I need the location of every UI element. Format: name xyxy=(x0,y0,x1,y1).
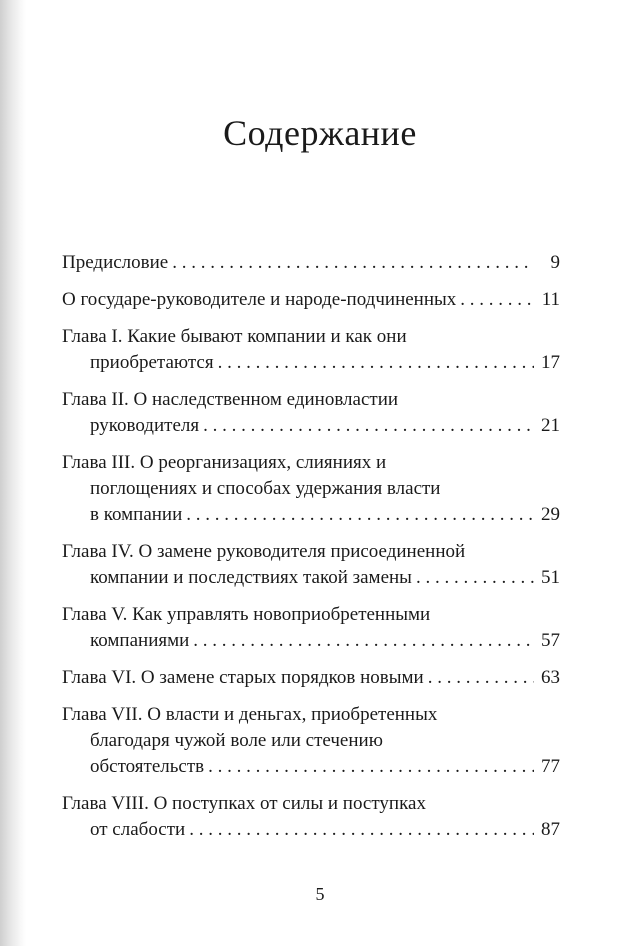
dot-leader xyxy=(428,665,534,691)
toc-page-number: 63 xyxy=(541,667,560,688)
toc-entry[interactable] xyxy=(62,250,560,276)
toc-entry-title: Глава VIII. О поступках от силы и поступках xyxy=(62,793,426,814)
toc-entry[interactable] xyxy=(62,791,560,843)
toc-entry-title-cont: поглощениях и способах удержания власти xyxy=(90,478,441,499)
table-of-contents xyxy=(62,250,560,854)
dot-leader xyxy=(186,502,534,528)
toc-page-number: 77 xyxy=(541,756,560,777)
toc-page-number: 9 xyxy=(550,252,560,273)
toc-entry-title-cont: в компании xyxy=(90,504,183,525)
toc-entry-title-cont: руководителя xyxy=(90,415,200,436)
toc-entry[interactable] xyxy=(62,602,560,654)
toc-entry[interactable] xyxy=(62,387,560,439)
toc-entry-title: Глава IV. О замене руководителя присоединенной xyxy=(62,541,466,562)
toc-entry-title-cont: благодаря чужой воле или стечению xyxy=(90,730,383,751)
dot-leader xyxy=(208,754,534,780)
toc-page-number: 29 xyxy=(541,504,560,525)
toc-entry[interactable] xyxy=(62,665,560,691)
toc-entry[interactable] xyxy=(62,324,560,376)
toc-entry[interactable] xyxy=(62,539,560,591)
page-title: Содержание xyxy=(223,113,417,153)
toc-entry-title: Предисловие xyxy=(62,252,169,273)
toc-entry-title: Глава III. О реорганизациях, слияниях и xyxy=(62,452,387,473)
dot-leader xyxy=(193,628,534,654)
dot-leader xyxy=(416,565,534,591)
toc-entry[interactable] xyxy=(62,702,560,780)
toc-entry[interactable] xyxy=(62,287,560,313)
toc-entry-title-cont: компании и последствиях такой замены xyxy=(90,567,412,588)
toc-page-number: 51 xyxy=(541,567,560,588)
toc-entry-title: Глава VI. О замене старых порядков новыми xyxy=(62,667,424,688)
toc-entry-title: Глава V. Как управлять новоприобретенными xyxy=(62,604,431,625)
dot-leader xyxy=(218,350,534,376)
toc-entry-title: Глава II. О наследственном единовластии xyxy=(62,389,399,410)
toc-entry-title-cont: приобретаются xyxy=(90,352,214,373)
dot-leader xyxy=(460,287,534,313)
dot-leader xyxy=(203,413,534,439)
toc-page-number: 57 xyxy=(541,630,560,651)
page-number: 5 xyxy=(315,884,325,904)
dot-leader xyxy=(172,250,534,276)
dot-leader xyxy=(189,817,534,843)
toc-entry-title-cont: обстоятельств xyxy=(90,756,205,777)
toc-entry-title: О государе-руководителе и народе-подчиненных xyxy=(62,289,457,310)
toc-page-number: 87 xyxy=(541,819,560,840)
toc-entry-title-cont: компаниями xyxy=(90,630,190,651)
toc-entry-title-cont: от слабости xyxy=(90,819,186,840)
toc-entry[interactable] xyxy=(62,450,560,528)
toc-page-number: 21 xyxy=(541,415,560,436)
toc-entry-title: Глава I. Какие бывают компании и как они xyxy=(62,326,407,347)
toc-page-number: 11 xyxy=(541,289,560,310)
toc-entry-title: Глава VII. О власти и деньгах, приобретенных xyxy=(62,704,438,725)
toc-page-number: 17 xyxy=(541,352,560,373)
